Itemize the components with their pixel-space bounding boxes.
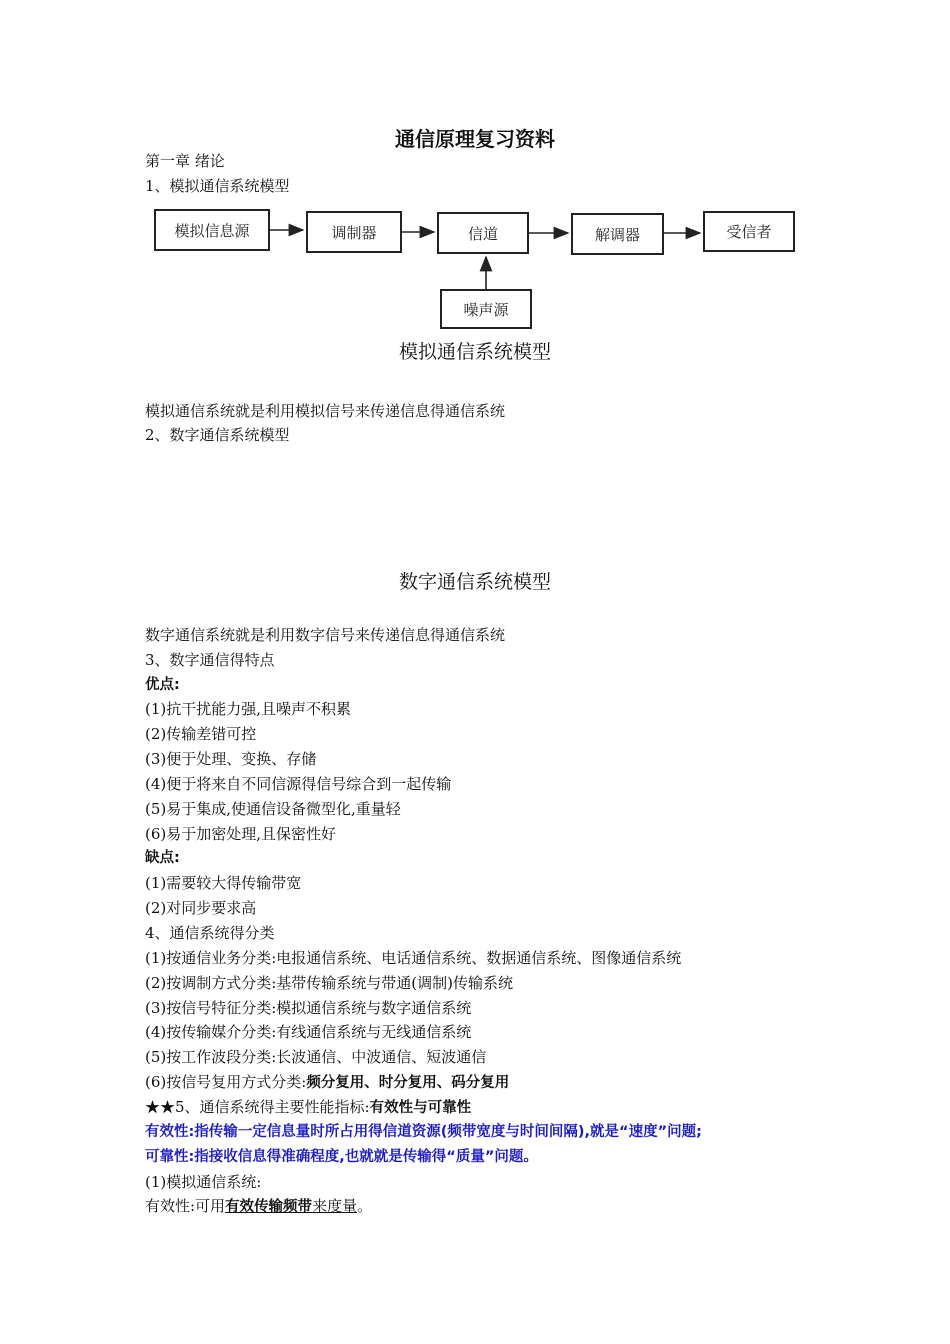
pros-item: (6)易于加密处理,且保密性好 [145, 825, 337, 843]
classification-item: (1)按通信业务分类:电报通信系统、电话通信系统、数据通信系统、图像通信系统 [145, 949, 682, 967]
section-4-heading: 4、通信系统得分类 [145, 924, 275, 942]
pros-item: (2)传输差错可控 [145, 725, 257, 743]
analog-system-description: 模拟通信系统就是利用模拟信号来传递信息得通信系统 [145, 402, 506, 420]
analog-eff-suffix: 来度量 [312, 1197, 358, 1215]
box-demodulator: 解调器 [571, 213, 664, 255]
cons-item: (2)对同步要求高 [145, 899, 257, 917]
analog-eff-bold: 有效传输频带 [225, 1199, 313, 1215]
cons-label: 缺点: [145, 850, 180, 866]
section-3-heading: 3、数字通信得特点 [145, 651, 275, 669]
classification-item: (5)按工作波段分类:长波通信、中波通信、短波通信 [145, 1048, 487, 1066]
pros-item: (5)易于集成,使通信设备微型化,重量轻 [145, 800, 401, 818]
box-modulator: 调制器 [306, 211, 402, 253]
classification-item-6 [145, 1072, 509, 1093]
classification-6-bold: 频分复用、时分复用、码分复用 [306, 1075, 510, 1091]
analog-diagram-caption: 模拟通信系统模型 [398, 341, 551, 363]
pros-item: (4)便于将来自不同信源得信号综合到一起传输 [145, 775, 452, 793]
box-channel: 信道 [437, 212, 529, 254]
section-1-heading: 1、模拟通信系统模型 [145, 177, 290, 195]
box-receiver: 受信者 [703, 211, 795, 252]
digital-diagram-caption: 数字通信系统模型 [398, 571, 551, 593]
section-2-heading: 2、数字通信系统模型 [145, 426, 290, 444]
classification-item: (3)按信号特征分类:模拟通信系统与数字通信系统 [145, 999, 472, 1017]
analog-effectiveness-line [145, 1196, 372, 1217]
digital-system-description: 数字通信系统就是利用数字信号来传递信息得通信系统 [145, 626, 506, 644]
pros-item: (1)抗干扰能力强,且噪声不积累 [145, 700, 352, 718]
box-noise-source: 噪声源 [440, 289, 532, 329]
effectiveness-definition: 有效性:指传输一定信息量时所占用得信道资源(频带宽度与时间间隔),就是“速度”问题; [145, 1124, 702, 1140]
pros-item: (3)便于处理、变换、存储 [145, 750, 317, 768]
classification-item: (2)按调制方式分类:基带传输系统与带通(调制)传输系统 [145, 974, 514, 992]
chapter-heading: 第一章 绪论 [145, 152, 225, 170]
document-title: 通信原理复习资料 [395, 127, 555, 151]
analog-eff-end: 。 [357, 1197, 373, 1215]
box-analog-source: 模拟信息源 [154, 209, 270, 251]
section-5-heading [145, 1097, 471, 1118]
section-5-bold: 有效性与可靠性 [369, 1100, 472, 1116]
analog-eff-prefix: 有效性:可用 [145, 1197, 226, 1215]
section-5-prefix: ★★5、通信系统得主要性能指标: [145, 1098, 370, 1116]
cons-item: (1)需要较大得传输带宽 [145, 874, 302, 892]
pros-label: 优点: [145, 677, 180, 693]
reliability-definition: 可靠性:指接收信息得准确程度,也就就是传输得“质量”问题。 [145, 1149, 538, 1165]
analog-system-subheading: (1)模拟通信系统: [145, 1173, 262, 1191]
classification-item: (4)按传输媒介分类:有线通信系统与无线通信系统 [145, 1023, 472, 1041]
classification-6-prefix: (6)按信号复用方式分类: [145, 1073, 307, 1091]
